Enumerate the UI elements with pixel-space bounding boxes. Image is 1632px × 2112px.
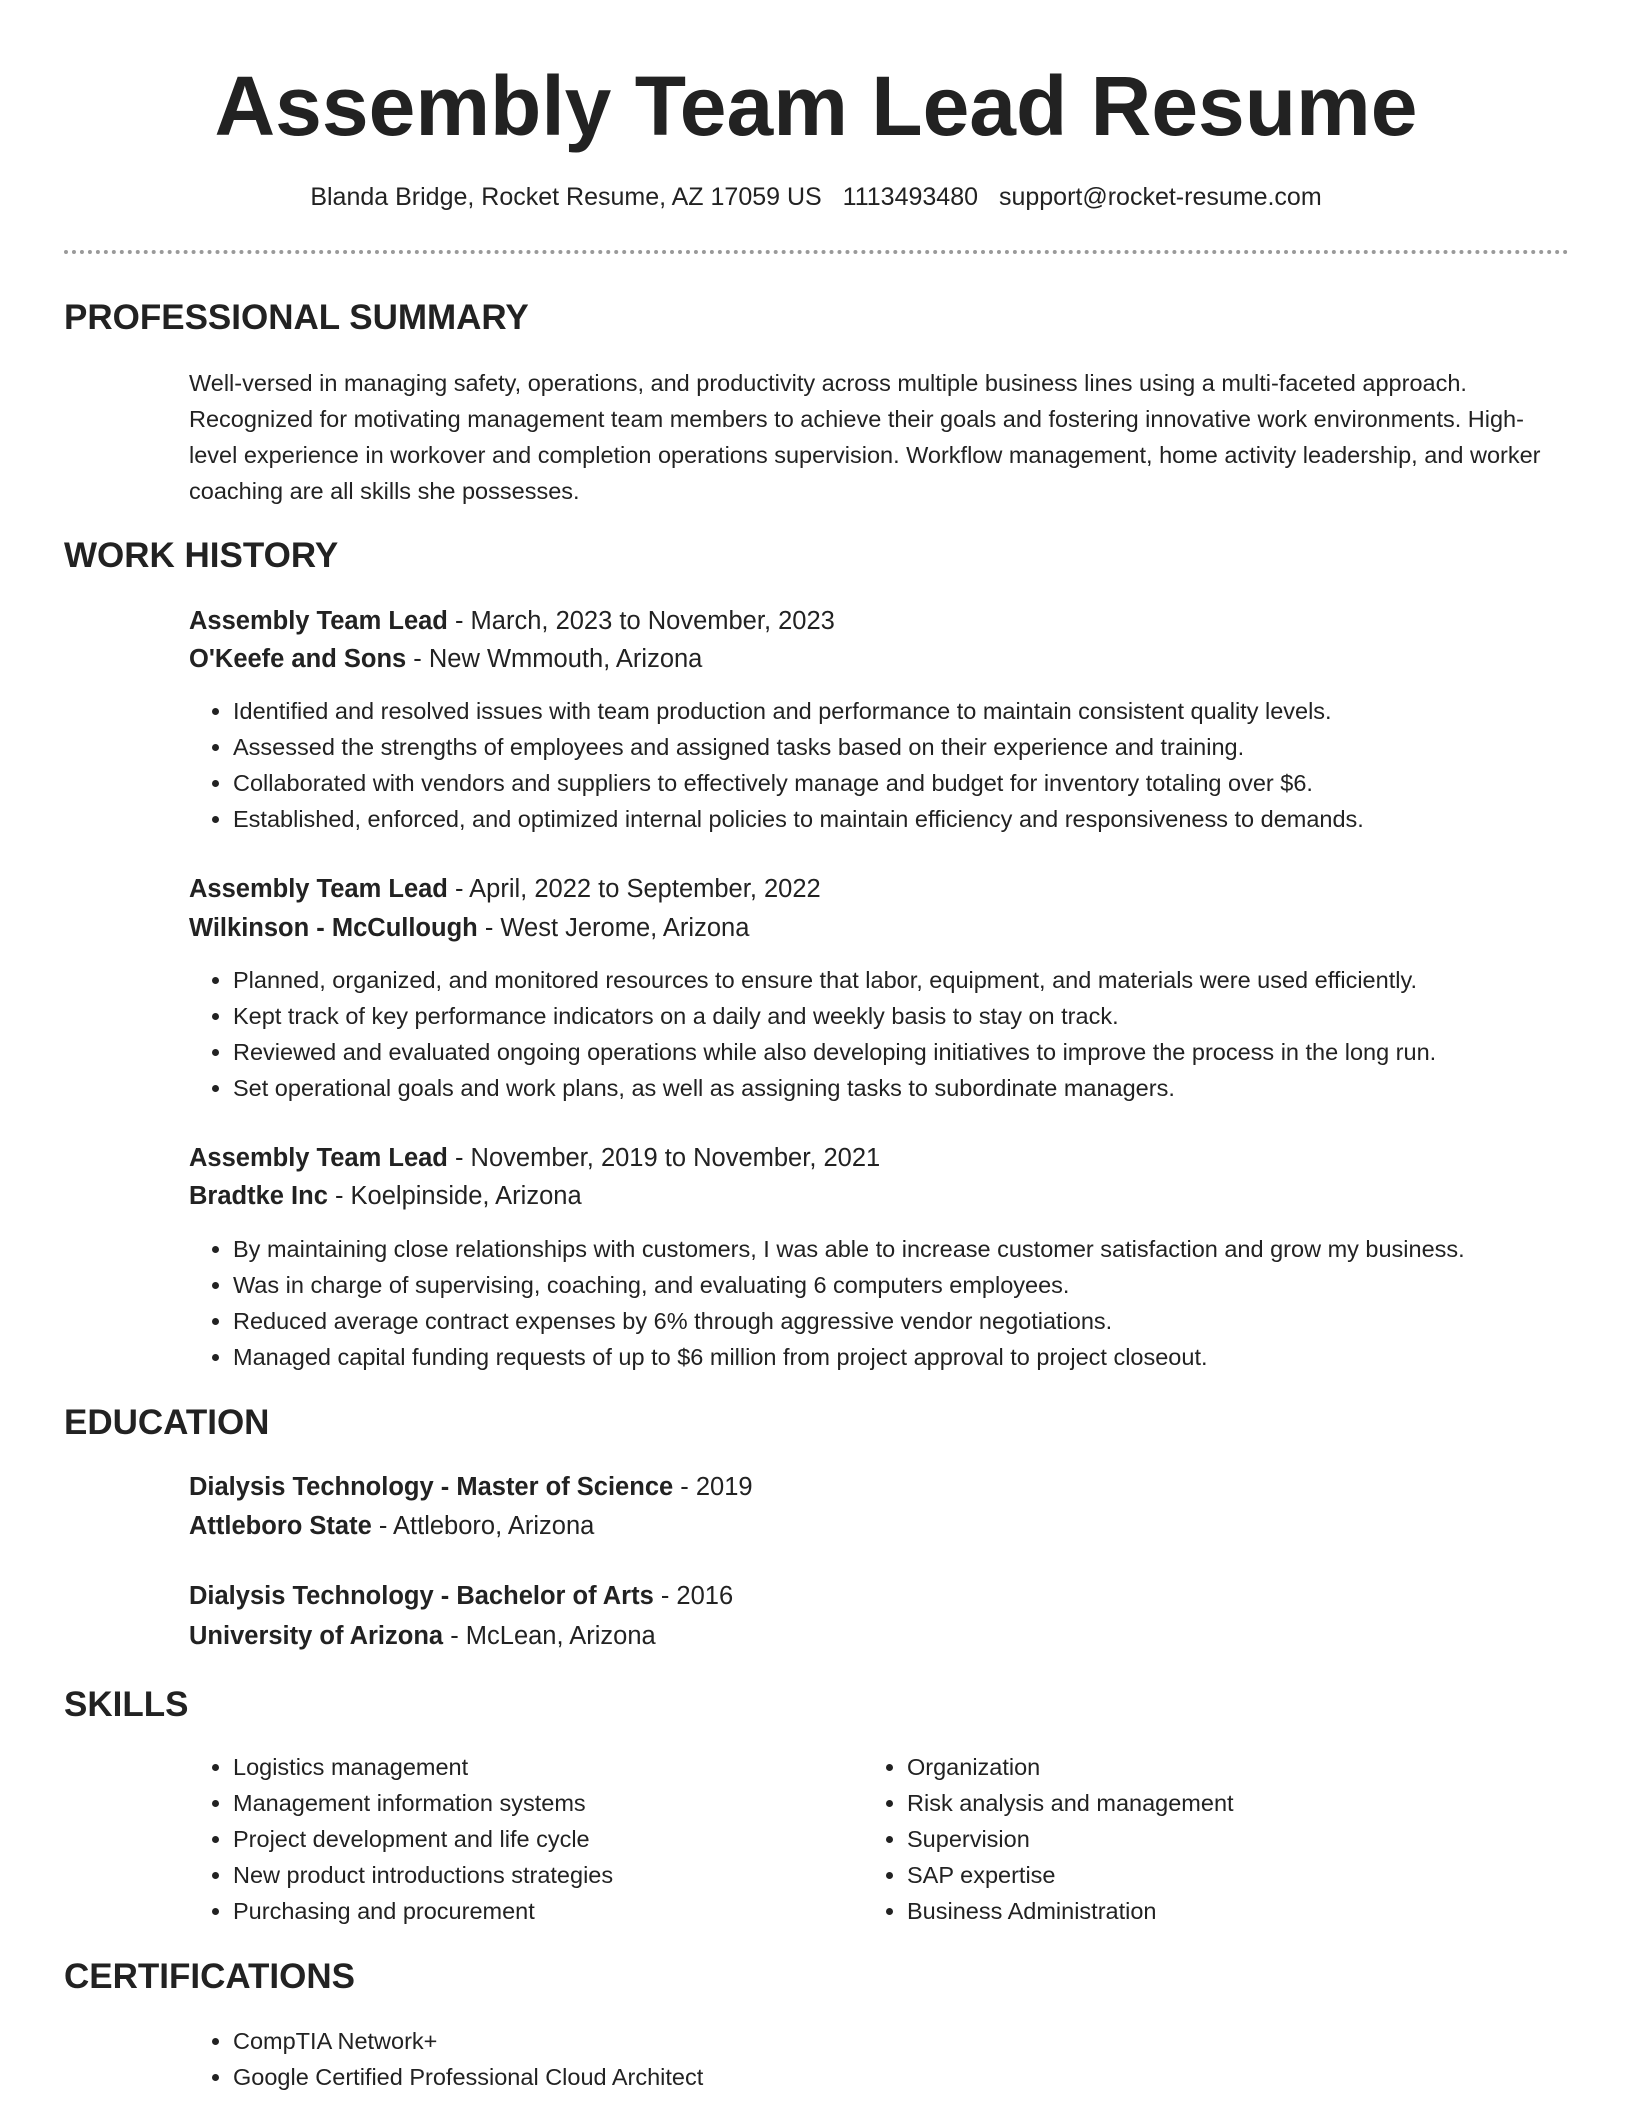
section-heading-education: EDUCATION xyxy=(64,1403,270,1442)
contact-phone: 1113493480 xyxy=(842,183,978,211)
job-bullet: • Reduced average contract expenses by 6% through aggressive vendor negotiations. xyxy=(233,1303,1465,1339)
education-location: - Attleboro, Arizona xyxy=(371,1512,595,1540)
job-role: Assembly Team Lead xyxy=(189,875,448,903)
job-company-line xyxy=(189,1178,582,1214)
skill-item: • Business Administration xyxy=(907,1893,1234,1929)
section-heading-work: WORK HISTORY xyxy=(64,536,339,575)
education-school-line xyxy=(189,1508,594,1544)
skills-list-left xyxy=(189,1749,613,1929)
skill-item: • Supervision xyxy=(907,1821,1234,1857)
job-role: Assembly Team Lead xyxy=(189,1144,448,1172)
skill-item: • Management information systems xyxy=(233,1785,613,1821)
job-company: Bradtke Inc xyxy=(189,1182,328,1210)
job-bullet: • Collaborated with vendors and suppliers to effectively manage and budget for inventory totaling over $6. xyxy=(233,765,1364,801)
job-bullet: • Managed capital funding requests of up to $6 million from project approval to project closeout. xyxy=(233,1339,1465,1375)
skills-list-right xyxy=(863,1749,1234,1929)
job-bullet: • Kept track of key performance indicators on a daily and weekly basis to stay on track. xyxy=(233,998,1436,1034)
education-degree-line xyxy=(189,1469,753,1505)
job-dates: - March, 2023 to November, 2023 xyxy=(447,607,835,635)
job-title-line xyxy=(189,603,835,639)
section-heading-certifications: CERTIFICATIONS xyxy=(64,1957,356,1996)
job-location: - Koelpinside, Arizona xyxy=(327,1182,582,1210)
job-dates: - November, 2019 to November, 2021 xyxy=(447,1144,881,1172)
job-role: Assembly Team Lead xyxy=(189,607,448,635)
education-school: University of Arizona xyxy=(189,1622,444,1650)
education-year: - 2016 xyxy=(653,1582,734,1610)
job-bullet: • Identified and resolved issues with team production and performance to maintain consistent quality levels. xyxy=(233,693,1364,729)
job-bullets xyxy=(189,1231,1465,1375)
certification-item: • CompTIA Network+ xyxy=(233,2023,703,2059)
job-bullets xyxy=(189,693,1364,837)
education-year: - 2019 xyxy=(673,1473,753,1501)
job-title-line xyxy=(189,1140,880,1176)
skill-item: • Project development and life cycle xyxy=(233,1821,613,1857)
contact-line xyxy=(0,180,1632,214)
summary-text: Well-versed in managing safety, operations, and productivity across multiple business lines using a multi-faceted approach. Recognized for motivating management team members to achieve their goals and fostering innovative work environments. High-level experience in workover and completion operations supervision. Workflow management, home activity leadership, and worker coaching are all skills she possesses. xyxy=(189,370,1541,504)
job-bullet: • By maintaining close relationships with customers, I was able to increase customer satisfaction and grow my business. xyxy=(233,1231,1465,1267)
header-divider xyxy=(64,250,1569,254)
job-company: Wilkinson - McCullough xyxy=(189,914,478,942)
certifications-list xyxy=(189,2023,703,2095)
skill-item: • SAP expertise xyxy=(907,1857,1234,1893)
education-degree: Dialysis Technology - Master of Science xyxy=(189,1473,674,1501)
job-dates: - April, 2022 to September, 2022 xyxy=(447,875,821,903)
job-bullet: • Was in charge of supervising, coaching, and evaluating 6 computers employees. xyxy=(233,1267,1465,1303)
job-company-line xyxy=(189,910,749,946)
contact-email: support@rocket-resume.com xyxy=(998,183,1322,211)
job-company: O'Keefe and Sons xyxy=(189,645,407,673)
certification-item: • Google Certified Professional Cloud Architect xyxy=(233,2059,703,2095)
job-title-line xyxy=(189,871,821,907)
skill-item: • Risk analysis and management xyxy=(907,1785,1234,1821)
skill-item: • Logistics management xyxy=(233,1749,613,1785)
job-bullet: • Assessed the strengths of employees and assigned tasks based on their experience and training. xyxy=(233,729,1364,765)
education-location: - McLean, Arizona xyxy=(443,1622,656,1650)
skill-item: • Organization xyxy=(907,1749,1234,1785)
job-bullet: • Planned, organized, and monitored resources to ensure that labor, equipment, and materials were used efficiently. xyxy=(233,962,1436,998)
section-heading-summary: PROFESSIONAL SUMMARY xyxy=(64,298,529,337)
job-bullet: • Established, enforced, and optimized internal policies to maintain efficiency and responsiveness to demands. xyxy=(233,801,1364,837)
education-degree: Dialysis Technology - Bachelor of Arts xyxy=(189,1582,654,1610)
section-heading-skills: SKILLS xyxy=(64,1685,189,1724)
skill-item: • New product introductions strategies xyxy=(233,1857,613,1893)
job-bullet: • Reviewed and evaluated ongoing operations while also developing initiatives to improve the process in the long run. xyxy=(233,1034,1436,1070)
education-degree-line xyxy=(189,1578,733,1614)
skill-item: • Purchasing and procurement xyxy=(233,1893,613,1929)
job-company-line xyxy=(189,641,702,677)
education-school-line xyxy=(189,1618,656,1654)
job-bullet: • Set operational goals and work plans, as well as assigning tasks to subordinate managers. xyxy=(233,1070,1436,1106)
education-school: Attleboro State xyxy=(189,1512,372,1540)
job-location: - West Jerome, Arizona xyxy=(477,914,750,942)
contact-address: Blanda Bridge, Rocket Resume, AZ 17059 US xyxy=(310,183,822,211)
job-location: - New Wmmouth, Arizona xyxy=(406,645,703,673)
job-bullets xyxy=(189,962,1436,1106)
resume-title: Assembly Team Lead Resume xyxy=(214,59,1418,153)
